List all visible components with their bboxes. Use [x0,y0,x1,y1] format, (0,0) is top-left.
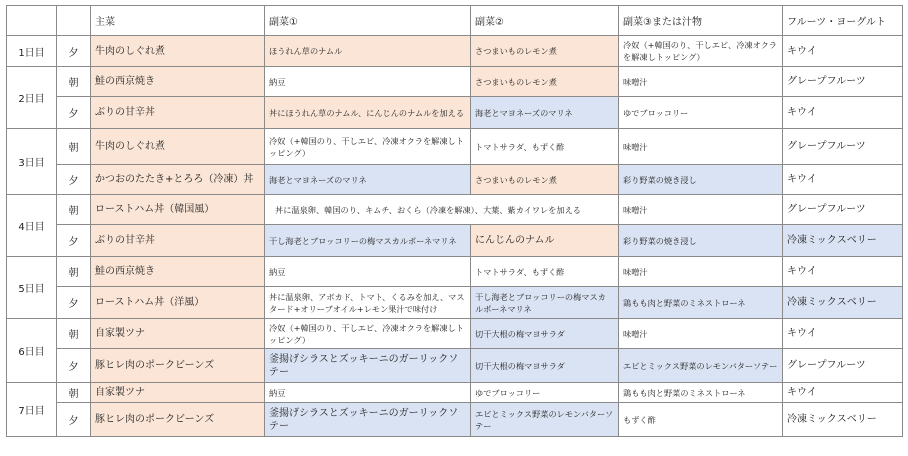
header-side2: 副菜② [471,6,619,36]
side1-cell: 納豆 [265,257,471,287]
meal-label: 夕 [57,225,91,257]
fruit-cell: グレープフルーツ [783,129,903,165]
side1-cell: 釜揚げシラスとズッキーニのガーリックソテー [265,349,471,383]
table-row [7,225,903,257]
meal-label: 夕 [57,349,91,383]
side2-cell: トマトサラダ、もずく酢 [471,257,619,287]
fruit-cell: キウイ [783,257,903,287]
side1-cell: 冷奴（+韓国のり、干しエビ、冷凍オクラを解凍しトッピング） [265,319,471,349]
day-label: 2日目 [7,67,57,129]
main-dish-cell: 自家製ツナ [91,319,265,349]
header-fruit: フルーツ・ヨーグルト [783,6,903,36]
meal-label: 夕 [57,97,91,129]
main-dish-cell: 鮭の西京焼き [91,257,265,287]
main-dish-cell: 豚ヒレ肉のポークビーンズ [91,403,265,437]
fruit-cell: キウイ [783,319,903,349]
fruit-cell: キウイ [783,165,903,195]
main-dish-cell: かつおのたたき+とろろ（冷凍）丼 [91,165,265,195]
day-label: 7日目 [7,383,57,437]
side3-cell: 冷奴（+韓国のり、干しエビ、冷凍オクラを解凍しトッピング） [619,36,783,67]
side2-cell: 干し海老とブロッコリーの梅マスカルポーネマリネ [471,287,619,319]
header-meal-blank [57,6,91,36]
side1-cell: 干し海老とブロッコリーの梅マスカルポーネマリネ [265,225,471,257]
table-row [7,319,903,349]
fruit-cell: 冷凍ミックスベリー [783,225,903,257]
main-dish-cell: 鮭の西京焼き [91,67,265,97]
main-dish-cell: 牛肉のしぐれ煮 [91,36,265,67]
side2-cell: ゆでブロッコリー [471,383,619,403]
meal-label: 朝 [57,383,91,403]
side1-cell: 海老とマヨネーズのマリネ [265,165,471,195]
side1-cell: ほうれん草のナムル [265,36,471,67]
side1-cell: 丼にほうれん草のナムル、にんじんのナムルを加える [265,97,471,129]
table-row [7,129,903,165]
side3-cell: 味噌汁 [619,129,783,165]
table-row [7,349,903,383]
day-label: 4日目 [7,195,57,257]
day-label: 5日目 [7,257,57,319]
main-dish-cell: ぶりの甘辛丼 [91,225,265,257]
header-side3: 副菜③または汁物 [619,6,783,36]
header-day-blank [7,6,57,36]
meal-label: 夕 [57,403,91,437]
header-main: 主菜 [91,6,265,36]
main-dish-cell: 豚ヒレ肉のポークビーンズ [91,349,265,383]
fruit-cell: キウイ [783,383,903,403]
main-dish-cell: ローストハム丼（洋風） [91,287,265,319]
fruit-cell: グレープフルーツ [783,349,903,383]
meal-label: 朝 [57,129,91,165]
table-row [7,36,903,67]
main-dish-cell: 牛肉のしぐれ煮 [91,129,265,165]
fruit-cell: キウイ [783,36,903,67]
table-row [7,97,903,129]
side3-cell: 彩り野菜の焼き浸し [619,165,783,195]
side3-cell: 味噌汁 [619,257,783,287]
side2-cell: 切干大根の梅マヨサラダ [471,319,619,349]
side2-cell: さつまいものレモン煮 [471,165,619,195]
side3-cell: 鶏もも肉と野菜のミネストローネ [619,287,783,319]
side3-cell: 味噌汁 [619,67,783,97]
table-row [7,165,903,195]
meal-label: 朝 [57,195,91,225]
table-row [7,287,903,319]
table-row [7,257,903,287]
side3-cell: もずく酢 [619,403,783,437]
side3-cell: 味噌汁 [619,319,783,349]
meal-label: 朝 [57,67,91,97]
side2-cell: さつまいものレモン煮 [471,36,619,67]
meal-label: 夕 [57,287,91,319]
side2-cell: エビとミックス野菜のレモンバターソテー [471,403,619,437]
side2-cell: 海老とマヨネーズのマリネ [471,97,619,129]
fruit-cell: グレープフルーツ [783,195,903,225]
meal-label: 朝 [57,319,91,349]
side1-cell: 丼に温泉卵、アボカド、トマト、くるみを加え、マスタード+オリーブオイル+レモン果汁で味付け [265,287,471,319]
meal-label: 朝 [57,257,91,287]
day-label: 1日目 [7,36,57,67]
header-row [7,6,903,36]
day-label: 6日目 [7,319,57,383]
side2-cell: トマトサラダ、もずく酢 [471,129,619,165]
table-row [7,67,903,97]
side3-cell: ゆでブロッコリー [619,97,783,129]
table-row [7,383,903,403]
meal-label: 夕 [57,36,91,67]
side2-cell: にんじんのナムル [471,225,619,257]
side2-cell: さつまいものレモン煮 [471,67,619,97]
table-row [7,403,903,437]
main-dish-cell: 自家製ツナ [91,383,265,403]
side3-cell: 鶏もも肉と野菜のミネストローネ [619,383,783,403]
meal-label: 夕 [57,165,91,195]
side1-cell: 釜揚げシラスとズッキーニのガーリックソテー [265,403,471,437]
side1-cell: 納豆 [265,67,471,97]
fruit-cell: 冷凍ミックスベリー [783,403,903,437]
main-dish-cell: ぶりの甘辛丼 [91,97,265,129]
fruit-cell: キウイ [783,97,903,129]
side3-cell: 味噌汁 [619,195,783,225]
main-dish-cell: ローストハム丼（韓国風） [91,195,265,225]
side2-cell: 切干大根の梅マヨサラダ [471,349,619,383]
header-side1: 副菜① [265,6,471,36]
side1-cell: 納豆 [265,383,471,403]
side12-combined-cell: 丼に温泉卵、韓国のり、キムチ、おくら（冷凍を解凍）、大葉、紫カイワレを加える [265,195,619,225]
side3-cell: 彩り野菜の焼き浸し [619,225,783,257]
fruit-cell: 冷凍ミックスベリー [783,287,903,319]
table-row [7,195,903,225]
side3-cell: エビとミックス野菜のレモンバターソテー [619,349,783,383]
day-label: 3日目 [7,129,57,195]
fruit-cell: グレープフルーツ [783,67,903,97]
side1-cell: 冷奴（+韓国のり、干しエビ、冷凍オクラを解凍しトッピング） [265,129,471,165]
meal-plan-table [6,5,903,437]
